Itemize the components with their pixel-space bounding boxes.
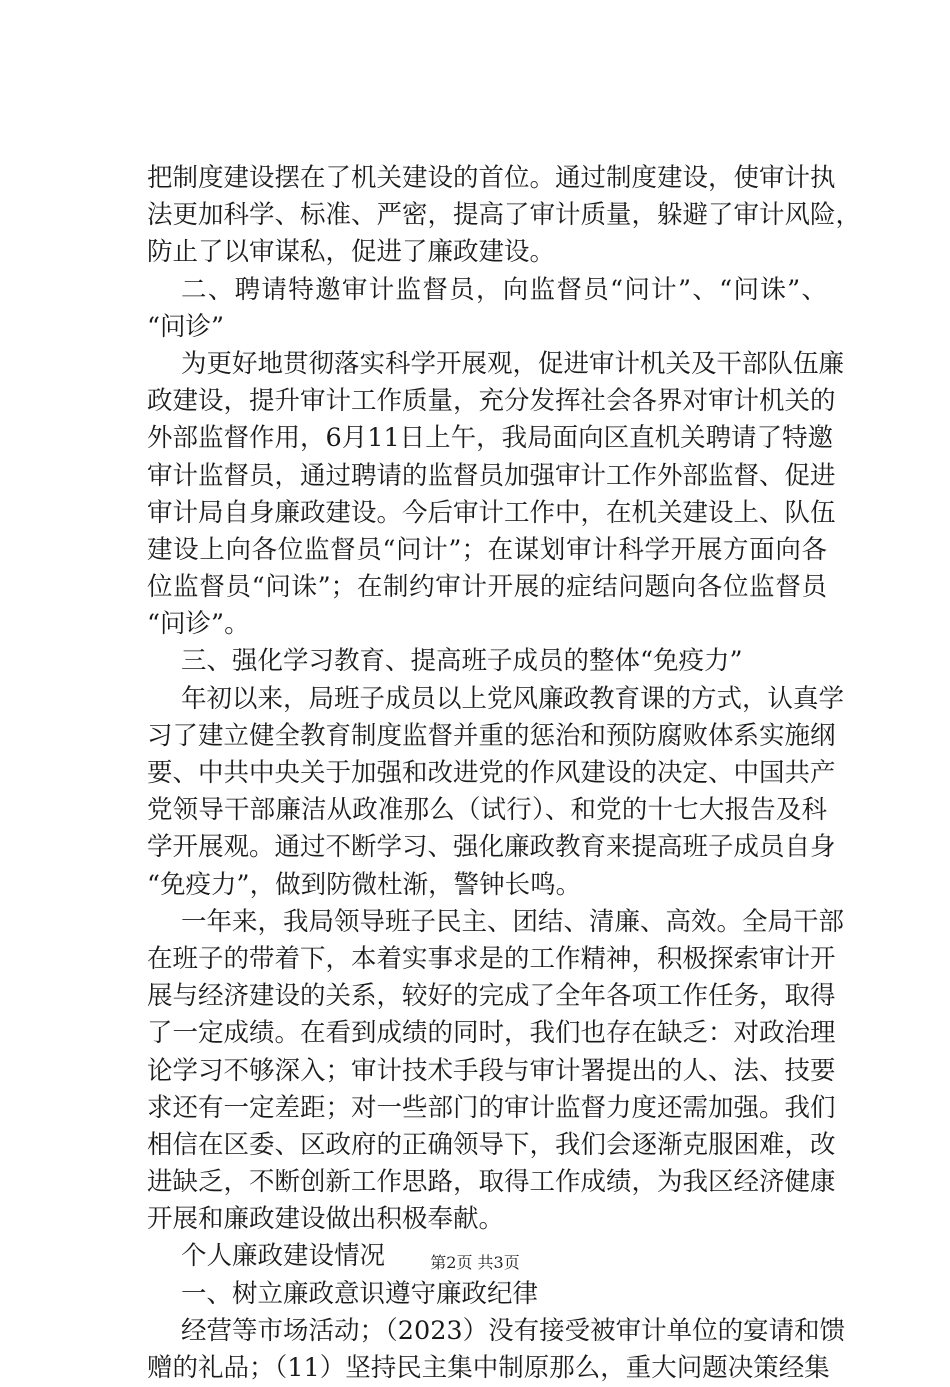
text-line: 进缺乏，不断创新工作思路，取得工作成绩，为我区经济健康	[147, 1167, 836, 1198]
text-line: 相信在区委、区政府的正确领导下，我们会逐渐克服困难，改	[147, 1129, 836, 1160]
text-line: 外部监督作用，6月11日上午，我局面向区直机关聘请了特邀	[147, 423, 834, 454]
text-line: 论学习不够深入；审计技术手段与审计署提出的人、法、技要	[147, 1055, 836, 1086]
text-line: 党领导干部廉洁从政准那么（试行）、和党的十七大报告及科	[147, 795, 827, 826]
text-line: 审计监督员，通过聘请的监督员加强审计工作外部监督、促进	[147, 460, 836, 491]
text-line: 经营等市场活动；（2023）没有接受被审计单位的宴请和馈	[181, 1315, 846, 1346]
text-line: 学开展观。通过不断学习、强化廉政教育来提高班子成员自身	[147, 832, 836, 863]
body-text	[147, 160, 862, 1387]
text-line: “免疫力”，做到防微杜渐，警钟长鸣。	[147, 869, 582, 900]
text-line: 展与经济建设的关系，较好的完成了全年各项工作任务，取得	[147, 981, 836, 1012]
text-line: 赠的礼品；（11）坚持民主集中制原那么，重大问题决策经集	[147, 1353, 830, 1383]
text-line: 求还有一定差距；对一些部门的审计监督力度还需加强。我们	[147, 1092, 836, 1123]
text-line: 一年来，我局领导班子民主、团结、清廉、高效。全局干部	[181, 906, 845, 937]
text-line: 防止了以审谋私，促进了廉政建设。	[147, 237, 556, 268]
text-line: 把制度建设摆在了机关建设的首位。通过制度建设，使审计执	[147, 163, 836, 193]
section-heading: “问诊”	[147, 311, 225, 342]
section-heading: 个人廉政建设情况	[181, 1241, 386, 1272]
text-line: 开展和廉政建设做出积极奉献。	[147, 1204, 505, 1235]
text-line: 建设上向各位监督员“问计”；在谋划审计科学开展方面向各	[147, 534, 827, 565]
text-line: 政建设，提升审计工作质量，充分发挥社会各界对审计机关的	[147, 386, 836, 417]
section-heading: 二、聘请特邀审计监督员，向监督员“问计”、“问诛”、	[181, 274, 827, 305]
text-line: 要、中共中央关于加强和改进党的作风建设的决定、中国共产	[147, 758, 836, 788]
section-heading: 一、树立廉政意识遵守廉政纪律	[181, 1278, 539, 1309]
text-line: 习了建立健全教育制度监督并重的惩治和预防腐败体系实施纲	[147, 720, 836, 751]
text-line: 了一定成绩。在看到成绩的同时，我们也存在缺乏：对政治理	[147, 1018, 836, 1049]
page-number: 第2页 共3页	[430, 1253, 520, 1272]
text-line: 年初以来，局班子成员以上党风廉政教育课的方式，认真学	[181, 683, 845, 714]
text-line: 审计局自身廉政建设。今后审计工作中，在机关建设上、队伍	[147, 497, 836, 528]
text-line: “问诊”。	[147, 609, 250, 640]
text-line: 为更好地贯彻落实科学开展观，促进审计机关及干部队伍廉	[181, 348, 845, 379]
text-line: 法更加科学、标准、严密，提高了审计质量，躲避了审计风险，	[147, 200, 862, 231]
text-line: 在班子的带着下，本着实事求是的工作精神，积极探索审计开	[147, 943, 836, 974]
section-heading: 三、强化学习教育、提高班子成员的整体“免疫力”	[181, 646, 743, 677]
text-line: 位监督员“问诛”；在制约审计开展的症结问题向各位监督员	[147, 572, 827, 603]
